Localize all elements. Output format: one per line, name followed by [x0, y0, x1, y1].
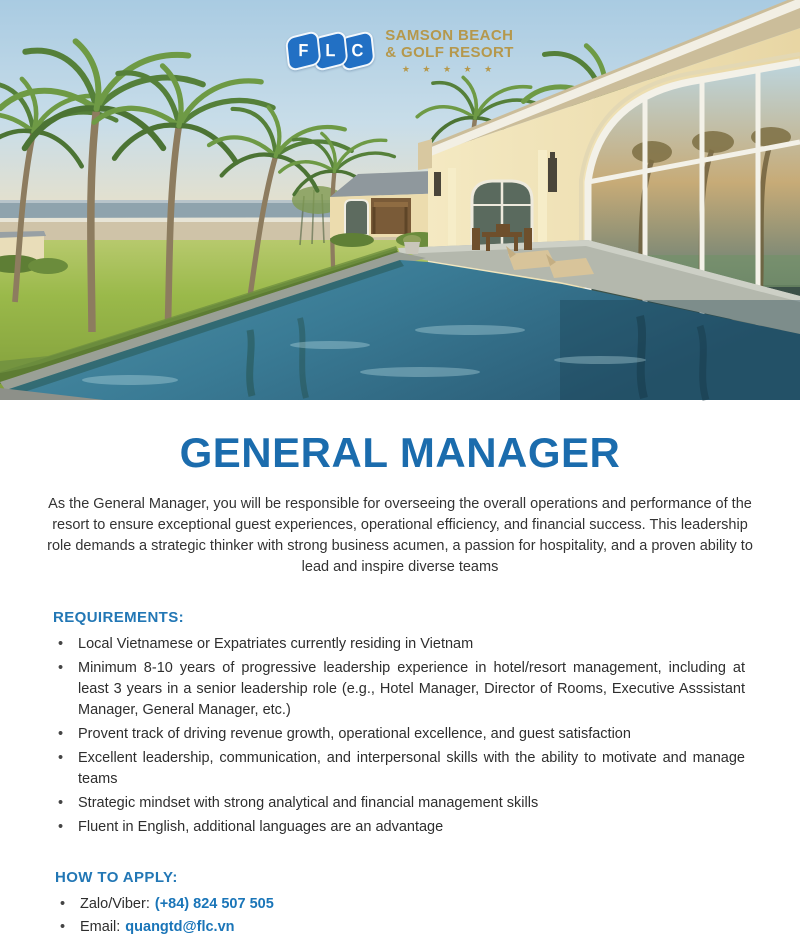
resort-logo	[286, 27, 514, 75]
flc-logo-icon	[286, 34, 374, 68]
apply-item-phone	[55, 894, 745, 915]
email-address[interactable]: quangtd@flc.vn	[125, 919, 235, 935]
how-to-apply-heading: HOW TO APPLY:	[55, 869, 178, 886]
requirement-item: • Minimum 8-10 years of progressive leadership experience in hotel/resort management, including at least 3 years in a senior leadership role (e.g., Hotel Manager, Director of Rooms, Executive Asssistant Manager, General Manager, etc.)	[53, 658, 745, 721]
how-to-apply-section	[55, 869, 745, 938]
requirements-list	[53, 634, 745, 838]
phone-label: Zalo/Viber:	[80, 896, 150, 912]
requirement-item: • Fluent in English, additional languages are an advantage	[53, 817, 745, 838]
apply-item-email	[55, 917, 745, 938]
requirement-item: • Strategic mindset with strong analytical and financial management skills	[53, 793, 745, 814]
page-title: GENERAL MANAGER	[179, 429, 621, 476]
resort-photo	[0, 0, 800, 400]
requirement-item: • Local Vietnamese or Expatriates currently residing in Vietnam	[53, 634, 745, 655]
phone-number[interactable]: (+84) 824 507 505	[154, 896, 274, 912]
email-label: Email:	[80, 919, 121, 935]
job-intro-paragraph: As the General Manager, you will be responsible for overseeing the overall operations and performance of the resort to ensure exceptional guest experiences, operational efficiency, and financial success. This leadership role demands a strategic thinker with strong business acumen, a passion for hospitality, and a proven ability to lead and inspire diverse teams	[47, 496, 753, 575]
resort-name-line2: & GOLF RESORT	[385, 44, 514, 61]
flc-letter-f: F	[298, 40, 309, 61]
requirement-item: • Excellent leadership, communication, and interpersonal skills with the ability to motivate and manage teams	[53, 748, 745, 790]
flc-letter-l: L	[325, 40, 336, 61]
requirements-heading: REQUIREMENTS:	[53, 609, 185, 626]
requirements-section	[53, 609, 745, 838]
five-stars: ★ ★ ★ ★ ★	[401, 64, 498, 74]
resort-name-line1: SAMSON BEACH	[385, 27, 514, 44]
flc-letter-c: C	[351, 40, 364, 61]
how-to-apply-list	[55, 894, 745, 938]
requirement-item: • Provent track of driving revenue growth, operational excellence, and guest satisfaction	[53, 724, 745, 745]
